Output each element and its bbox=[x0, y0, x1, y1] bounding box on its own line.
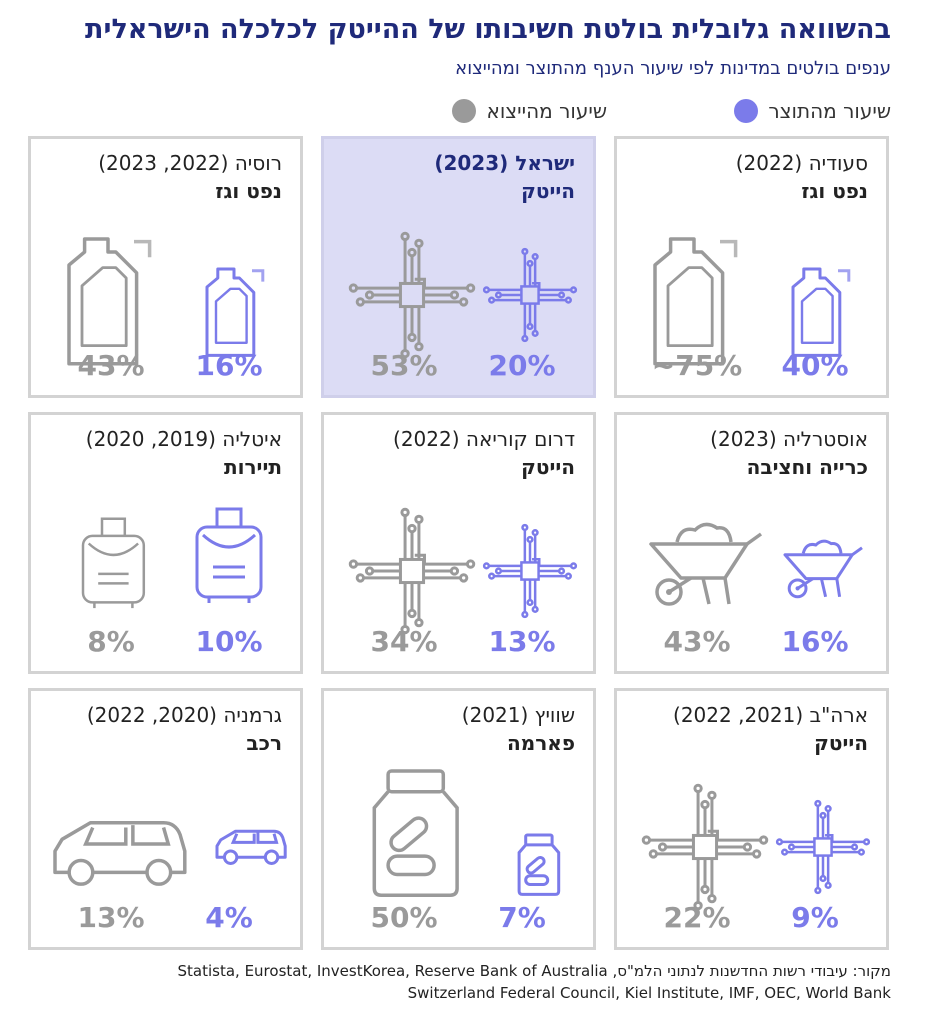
production-share-label: 9% bbox=[791, 901, 839, 934]
production-share-label: 16% bbox=[781, 625, 849, 658]
country-card bbox=[614, 688, 889, 950]
card-sector: תיירות bbox=[223, 455, 282, 479]
production-share-label: 20% bbox=[488, 349, 556, 382]
chip-production-icon bbox=[484, 249, 576, 341]
chip-production-icon bbox=[777, 801, 869, 893]
card-country: ארה"ב (2021, 2022) bbox=[673, 703, 868, 727]
country-card bbox=[321, 136, 596, 398]
production-share-label: 40% bbox=[781, 349, 849, 382]
chart-title: בהשוואה גלובלית בולטת חשיבותו של ההייטק לכלכלה הישראלית bbox=[85, 14, 891, 45]
wheelbarrow-export-icon bbox=[651, 524, 761, 604]
card-sector: כרייה וחציבה bbox=[746, 455, 868, 479]
source-line-1: מקור: עיבודי רשות החדשנות לנתוני הלמ"ס, Statista, Eurostat, InvestKorea, Reserve Bank of Australia bbox=[177, 962, 891, 980]
card-country: ישראל (2023) bbox=[434, 151, 575, 175]
legend-production-label: שיעור מהתוצר bbox=[768, 99, 891, 123]
export-share-label: 8% bbox=[87, 625, 135, 658]
card-sector: נפט וגז bbox=[215, 179, 282, 203]
card-country: איטליה (2019, 2020) bbox=[85, 427, 282, 451]
suitcase-production-icon bbox=[197, 509, 261, 603]
production-share-label: 7% bbox=[498, 901, 546, 934]
export-share-label: 53% bbox=[370, 349, 438, 382]
legend-export-swatch bbox=[452, 99, 476, 123]
card-country: שוויץ (2021) bbox=[461, 703, 575, 727]
pill-bottle-production-icon bbox=[519, 835, 559, 894]
country-card bbox=[28, 136, 303, 398]
country-card bbox=[614, 412, 889, 674]
card-sector: הייטק bbox=[814, 731, 868, 755]
export-share-label: 43% bbox=[77, 349, 145, 382]
car-export-icon bbox=[55, 823, 185, 884]
oil-can-production-icon bbox=[207, 269, 263, 355]
wheelbarrow-production-icon bbox=[785, 541, 862, 597]
oil-can-export-icon bbox=[69, 239, 150, 364]
oil-can-export-icon bbox=[655, 239, 736, 364]
production-share-label: 13% bbox=[488, 625, 556, 658]
export-share-label: ~75% bbox=[651, 349, 743, 382]
card-country: סעודיה (2022) bbox=[735, 151, 868, 175]
country-card bbox=[321, 688, 596, 950]
production-share-label: 10% bbox=[195, 625, 263, 658]
card-sector: רכב bbox=[246, 731, 282, 755]
card-country: גרמניה (2020, 2022) bbox=[86, 703, 282, 727]
export-share-label: 43% bbox=[663, 625, 731, 658]
legend-export bbox=[452, 96, 607, 126]
country-card bbox=[321, 412, 596, 674]
country-card bbox=[614, 136, 889, 398]
oil-can-production-icon bbox=[793, 269, 849, 355]
card-sector: נפט וגז bbox=[801, 179, 868, 203]
export-share-label: 34% bbox=[370, 625, 438, 658]
card-country: אוסטרליה (2023) bbox=[710, 427, 868, 451]
card-country: רוסיה (2022, 2023) bbox=[98, 151, 282, 175]
chip-export-icon bbox=[643, 785, 766, 908]
export-share-label: 50% bbox=[370, 901, 438, 934]
car-production-icon bbox=[217, 831, 285, 863]
source-line-2: Switzerland Federal Council, Kiel Institute, IMF, OEC, World Bank bbox=[407, 984, 891, 1002]
legend-production bbox=[734, 96, 891, 126]
card-sector: הייטק bbox=[521, 455, 575, 479]
country-card bbox=[28, 688, 303, 950]
card-sector: הייטק bbox=[521, 179, 575, 203]
suitcase-export-icon bbox=[83, 519, 144, 608]
chip-export-icon bbox=[350, 509, 473, 632]
pill-bottle-export-icon bbox=[374, 771, 457, 895]
card-sector: פארמה bbox=[507, 731, 575, 755]
export-share-label: 13% bbox=[77, 901, 145, 934]
card-country: דרום קוריאה (2022) bbox=[393, 427, 575, 451]
chip-production-icon bbox=[484, 525, 576, 617]
legend-production-swatch bbox=[734, 99, 758, 123]
legend-export-label: שיעור מהייצוא bbox=[486, 99, 607, 123]
production-share-label: 4% bbox=[205, 901, 253, 934]
source-note bbox=[178, 960, 892, 1004]
export-share-label: 22% bbox=[663, 901, 731, 934]
country-card bbox=[28, 412, 303, 674]
chart-subtitle: ענפים בולטים במדינות לפי שיעור הענף מהתוצר ומהייצוא bbox=[455, 58, 891, 79]
chip-export-icon bbox=[350, 233, 473, 356]
production-share-label: 16% bbox=[195, 349, 263, 382]
